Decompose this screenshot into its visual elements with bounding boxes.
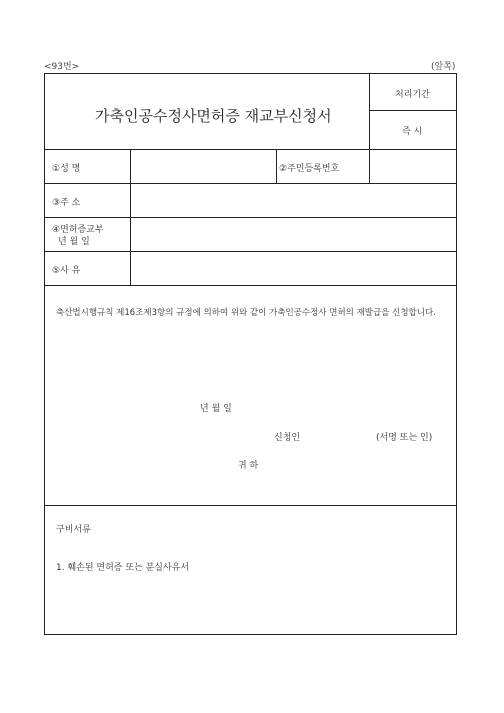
license-issue-date-sublabel: 년 월 일 (58, 237, 90, 247)
form-number: <93번> (44, 62, 80, 72)
required-documents-heading: 구비서류 (56, 525, 91, 535)
divider (369, 110, 457, 111)
divider (45, 217, 457, 218)
applicant-name-field[interactable] (319, 425, 369, 443)
page-side-label: (앞쪽) (431, 62, 456, 72)
divider (45, 505, 457, 506)
divider (45, 183, 457, 184)
resident-number-label: ②주민등록번호 (279, 164, 340, 174)
application-date: 년 월 일 (200, 404, 232, 414)
signature-label: (서명 또는 인) (376, 433, 433, 443)
reason-label: ⑤사 유 (52, 266, 81, 276)
form-title: 가축인공수정사면허증 재교부신청서 (95, 107, 332, 125)
name-field[interactable] (131, 152, 275, 182)
application-statement: 축산법시행규칙 제16조제3항의 규정에 의하여 위와 같이 가축인공수정사 면허의 재발급을 신청합니다. (56, 308, 436, 318)
applicant-label: 신청인 (274, 433, 301, 443)
required-document-item: 1. 훼손된 면허증 또는 분실사유서 (56, 563, 190, 573)
processing-period-value: 즉 시 (402, 127, 423, 137)
divider (45, 285, 457, 286)
name-label: ①성 명 (52, 164, 81, 174)
divider (276, 149, 277, 183)
divider (45, 149, 457, 150)
divider (45, 251, 457, 252)
processing-period-label: 처리기간 (395, 90, 430, 100)
license-issue-date-field[interactable] (131, 220, 456, 250)
address-label: ③주 소 (52, 198, 81, 208)
reason-field[interactable] (131, 254, 456, 284)
resident-number-field[interactable] (370, 152, 456, 182)
application-form (44, 73, 457, 635)
address-field[interactable] (131, 186, 456, 216)
addressee-label: 귀 하 (238, 461, 259, 471)
license-issue-date-label: ④면허증교부 (52, 225, 104, 235)
